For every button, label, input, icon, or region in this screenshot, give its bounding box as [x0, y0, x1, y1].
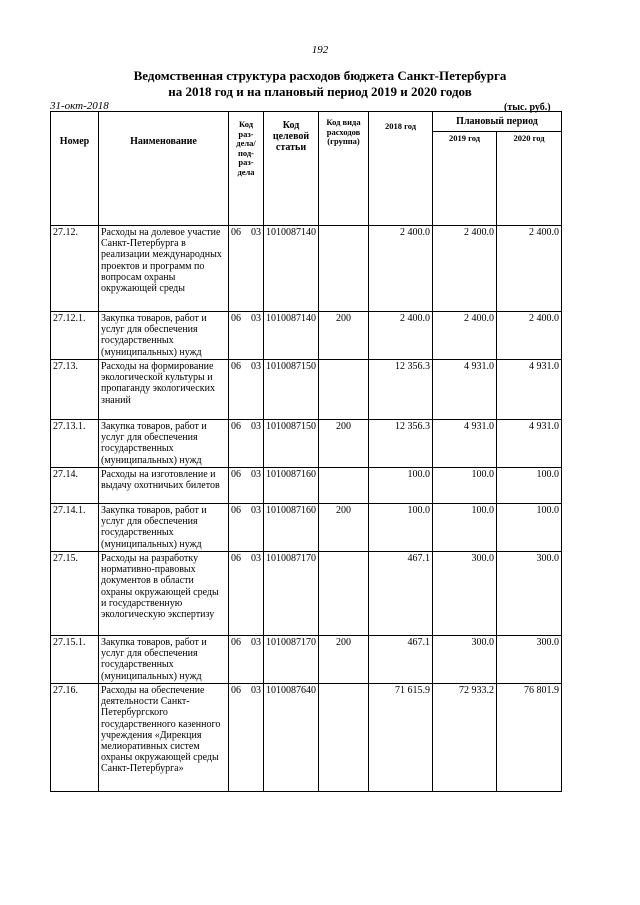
row-subsection: 03 — [251, 313, 261, 324]
row-name: Закупка товаров, работ и услуг для обеспечения государственных (муниципальных) нужд — [99, 420, 229, 468]
row-target-code: 1010087170 — [264, 552, 319, 636]
row-value-2018: 12 356.3 — [369, 420, 433, 468]
row-number: 27.14. — [51, 468, 99, 504]
row-subsection: 03 — [251, 553, 261, 564]
row-target-code: 1010087140 — [264, 312, 319, 360]
row-subsection: 03 — [251, 469, 261, 480]
row-expense-type — [319, 468, 369, 504]
table-row — [51, 226, 562, 312]
row-target-code: 1010087140 — [264, 226, 319, 312]
row-value-2020: 100.0 — [497, 468, 562, 504]
row-value-2018: 12 356.3 — [369, 360, 433, 420]
row-subsection: 03 — [251, 505, 261, 516]
row-section: 06 — [231, 505, 241, 516]
row-expense-type — [319, 684, 369, 792]
row-value-2020: 300.0 — [497, 636, 562, 684]
row-expense-type: 200 — [319, 420, 369, 468]
row-section: 06 — [231, 469, 241, 480]
row-subsection: 03 — [251, 685, 261, 696]
header-planned-period: Плановый период — [433, 112, 562, 132]
table-row — [51, 312, 562, 360]
header-expense-type: Код вида расходов (группа) — [319, 112, 369, 226]
row-value-2019: 2 400.0 — [433, 226, 497, 312]
row-value-2018: 100.0 — [369, 504, 433, 552]
row-section: 06 — [231, 361, 241, 372]
row-section-code — [229, 636, 264, 684]
table-body — [51, 226, 562, 792]
row-value-2019: 4 931.0 — [433, 360, 497, 420]
row-subsection: 03 — [251, 361, 261, 372]
row-name: Закупка товаров, работ и услуг для обеспечения государственных (муниципальных) нужд — [99, 312, 229, 360]
row-number: 27.15. — [51, 552, 99, 636]
row-subsection: 03 — [251, 421, 261, 432]
budget-table — [50, 111, 562, 792]
row-number: 27.15.1. — [51, 636, 99, 684]
row-section: 06 — [231, 227, 241, 238]
row-target-code: 1010087170 — [264, 636, 319, 684]
row-value-2020: 76 801.9 — [497, 684, 562, 792]
header-target-code: Код целевой статьи — [264, 112, 319, 226]
row-subsection: 03 — [251, 637, 261, 648]
table-row — [51, 684, 562, 792]
header-2018: 2018 год — [369, 112, 433, 226]
header-name: Наименование — [99, 112, 229, 226]
table-row — [51, 636, 562, 684]
row-value-2020: 4 931.0 — [497, 420, 562, 468]
row-number: 27.13.1. — [51, 420, 99, 468]
row-expense-type — [319, 360, 369, 420]
row-name: Расходы на обеспечение деятельности Санкт-Петербургского государственного казенного учреждения «Дирекция мелиоративных систем охраны окружающей среды Санкт-Петербурга» — [99, 684, 229, 792]
page-number: 192 — [311, 44, 329, 56]
row-target-code: 1010087150 — [264, 420, 319, 468]
row-value-2020: 300.0 — [497, 552, 562, 636]
table-row — [51, 420, 562, 468]
row-value-2019: 100.0 — [433, 504, 497, 552]
table-row — [51, 468, 562, 504]
row-number: 27.16. — [51, 684, 99, 792]
table-row — [51, 552, 562, 636]
row-value-2019: 4 931.0 — [433, 420, 497, 468]
row-name: Расходы на разработку нормативно-правовых документов в области охраны окружающей среды и государственную экологическую экспертизу — [99, 552, 229, 636]
row-value-2020: 2 400.0 — [497, 226, 562, 312]
row-section-code — [229, 420, 264, 468]
row-value-2018: 2 400.0 — [369, 226, 433, 312]
row-section-code — [229, 504, 264, 552]
row-value-2018: 467.1 — [369, 636, 433, 684]
row-number: 27.12. — [51, 226, 99, 312]
row-section-code — [229, 552, 264, 636]
table-row — [51, 360, 562, 420]
row-name: Расходы на долевое участие Санкт-Петербурга в реализации международных проектов и программ по вопросам охраны окружающей среды — [99, 226, 229, 312]
row-expense-type: 200 — [319, 636, 369, 684]
row-value-2018: 2 400.0 — [369, 312, 433, 360]
row-section: 06 — [231, 685, 241, 696]
row-expense-type: 200 — [319, 504, 369, 552]
row-number: 27.14.1. — [51, 504, 99, 552]
row-section: 06 — [231, 553, 241, 564]
row-name: Расходы на формирование экологической культуры и пропаганду экологических знаний — [99, 360, 229, 420]
row-name: Закупка товаров, работ и услуг для обеспечения государственных (муниципальных) нужд — [99, 504, 229, 552]
row-section-code — [229, 468, 264, 504]
row-target-code: 1010087150 — [264, 360, 319, 420]
row-number: 27.13. — [51, 360, 99, 420]
row-expense-type — [319, 552, 369, 636]
row-expense-type — [319, 226, 369, 312]
row-section: 06 — [231, 421, 241, 432]
row-number: 27.12.1. — [51, 312, 99, 360]
row-name: Расходы на изготовление и выдачу охотничьих билетов — [99, 468, 229, 504]
row-target-code: 1010087160 — [264, 468, 319, 504]
title-line-1: Ведомственная структура расходов бюджета Санкт-Петербурга — [133, 68, 507, 83]
row-value-2018: 100.0 — [369, 468, 433, 504]
row-value-2019: 300.0 — [433, 636, 497, 684]
row-value-2018: 467.1 — [369, 552, 433, 636]
header-2020: 2020 год — [497, 132, 562, 226]
row-section-code — [229, 312, 264, 360]
row-target-code: 1010087160 — [264, 504, 319, 552]
row-section-code — [229, 226, 264, 312]
row-section-code — [229, 684, 264, 792]
row-value-2019: 100.0 — [433, 468, 497, 504]
units-label: (тыс. руб.) — [504, 102, 551, 113]
row-value-2020: 100.0 — [497, 504, 562, 552]
row-section: 06 — [231, 313, 241, 324]
row-value-2019: 72 933.2 — [433, 684, 497, 792]
row-value-2020: 4 931.0 — [497, 360, 562, 420]
table-row — [51, 504, 562, 552]
document-title — [0, 68, 640, 100]
row-expense-type: 200 — [319, 312, 369, 360]
title-line-2: на 2018 год и на плановый период 2019 и 2020 годов — [168, 84, 472, 99]
document-date: 31-окт-2018 — [50, 100, 109, 112]
row-value-2019: 2 400.0 — [433, 312, 497, 360]
row-value-2018: 71 615.9 — [369, 684, 433, 792]
row-name: Закупка товаров, работ и услуг для обеспечения государственных (муниципальных) нужд — [99, 636, 229, 684]
row-target-code: 1010087640 — [264, 684, 319, 792]
header-2019: 2019 год — [433, 132, 497, 226]
row-section-code — [229, 360, 264, 420]
row-section: 06 — [231, 637, 241, 648]
header-section-code: Код раз-дела/ под-раз-дела — [229, 112, 264, 226]
row-value-2019: 300.0 — [433, 552, 497, 636]
row-value-2020: 2 400.0 — [497, 312, 562, 360]
header-number: Номер — [51, 112, 99, 226]
row-subsection: 03 — [251, 227, 261, 238]
